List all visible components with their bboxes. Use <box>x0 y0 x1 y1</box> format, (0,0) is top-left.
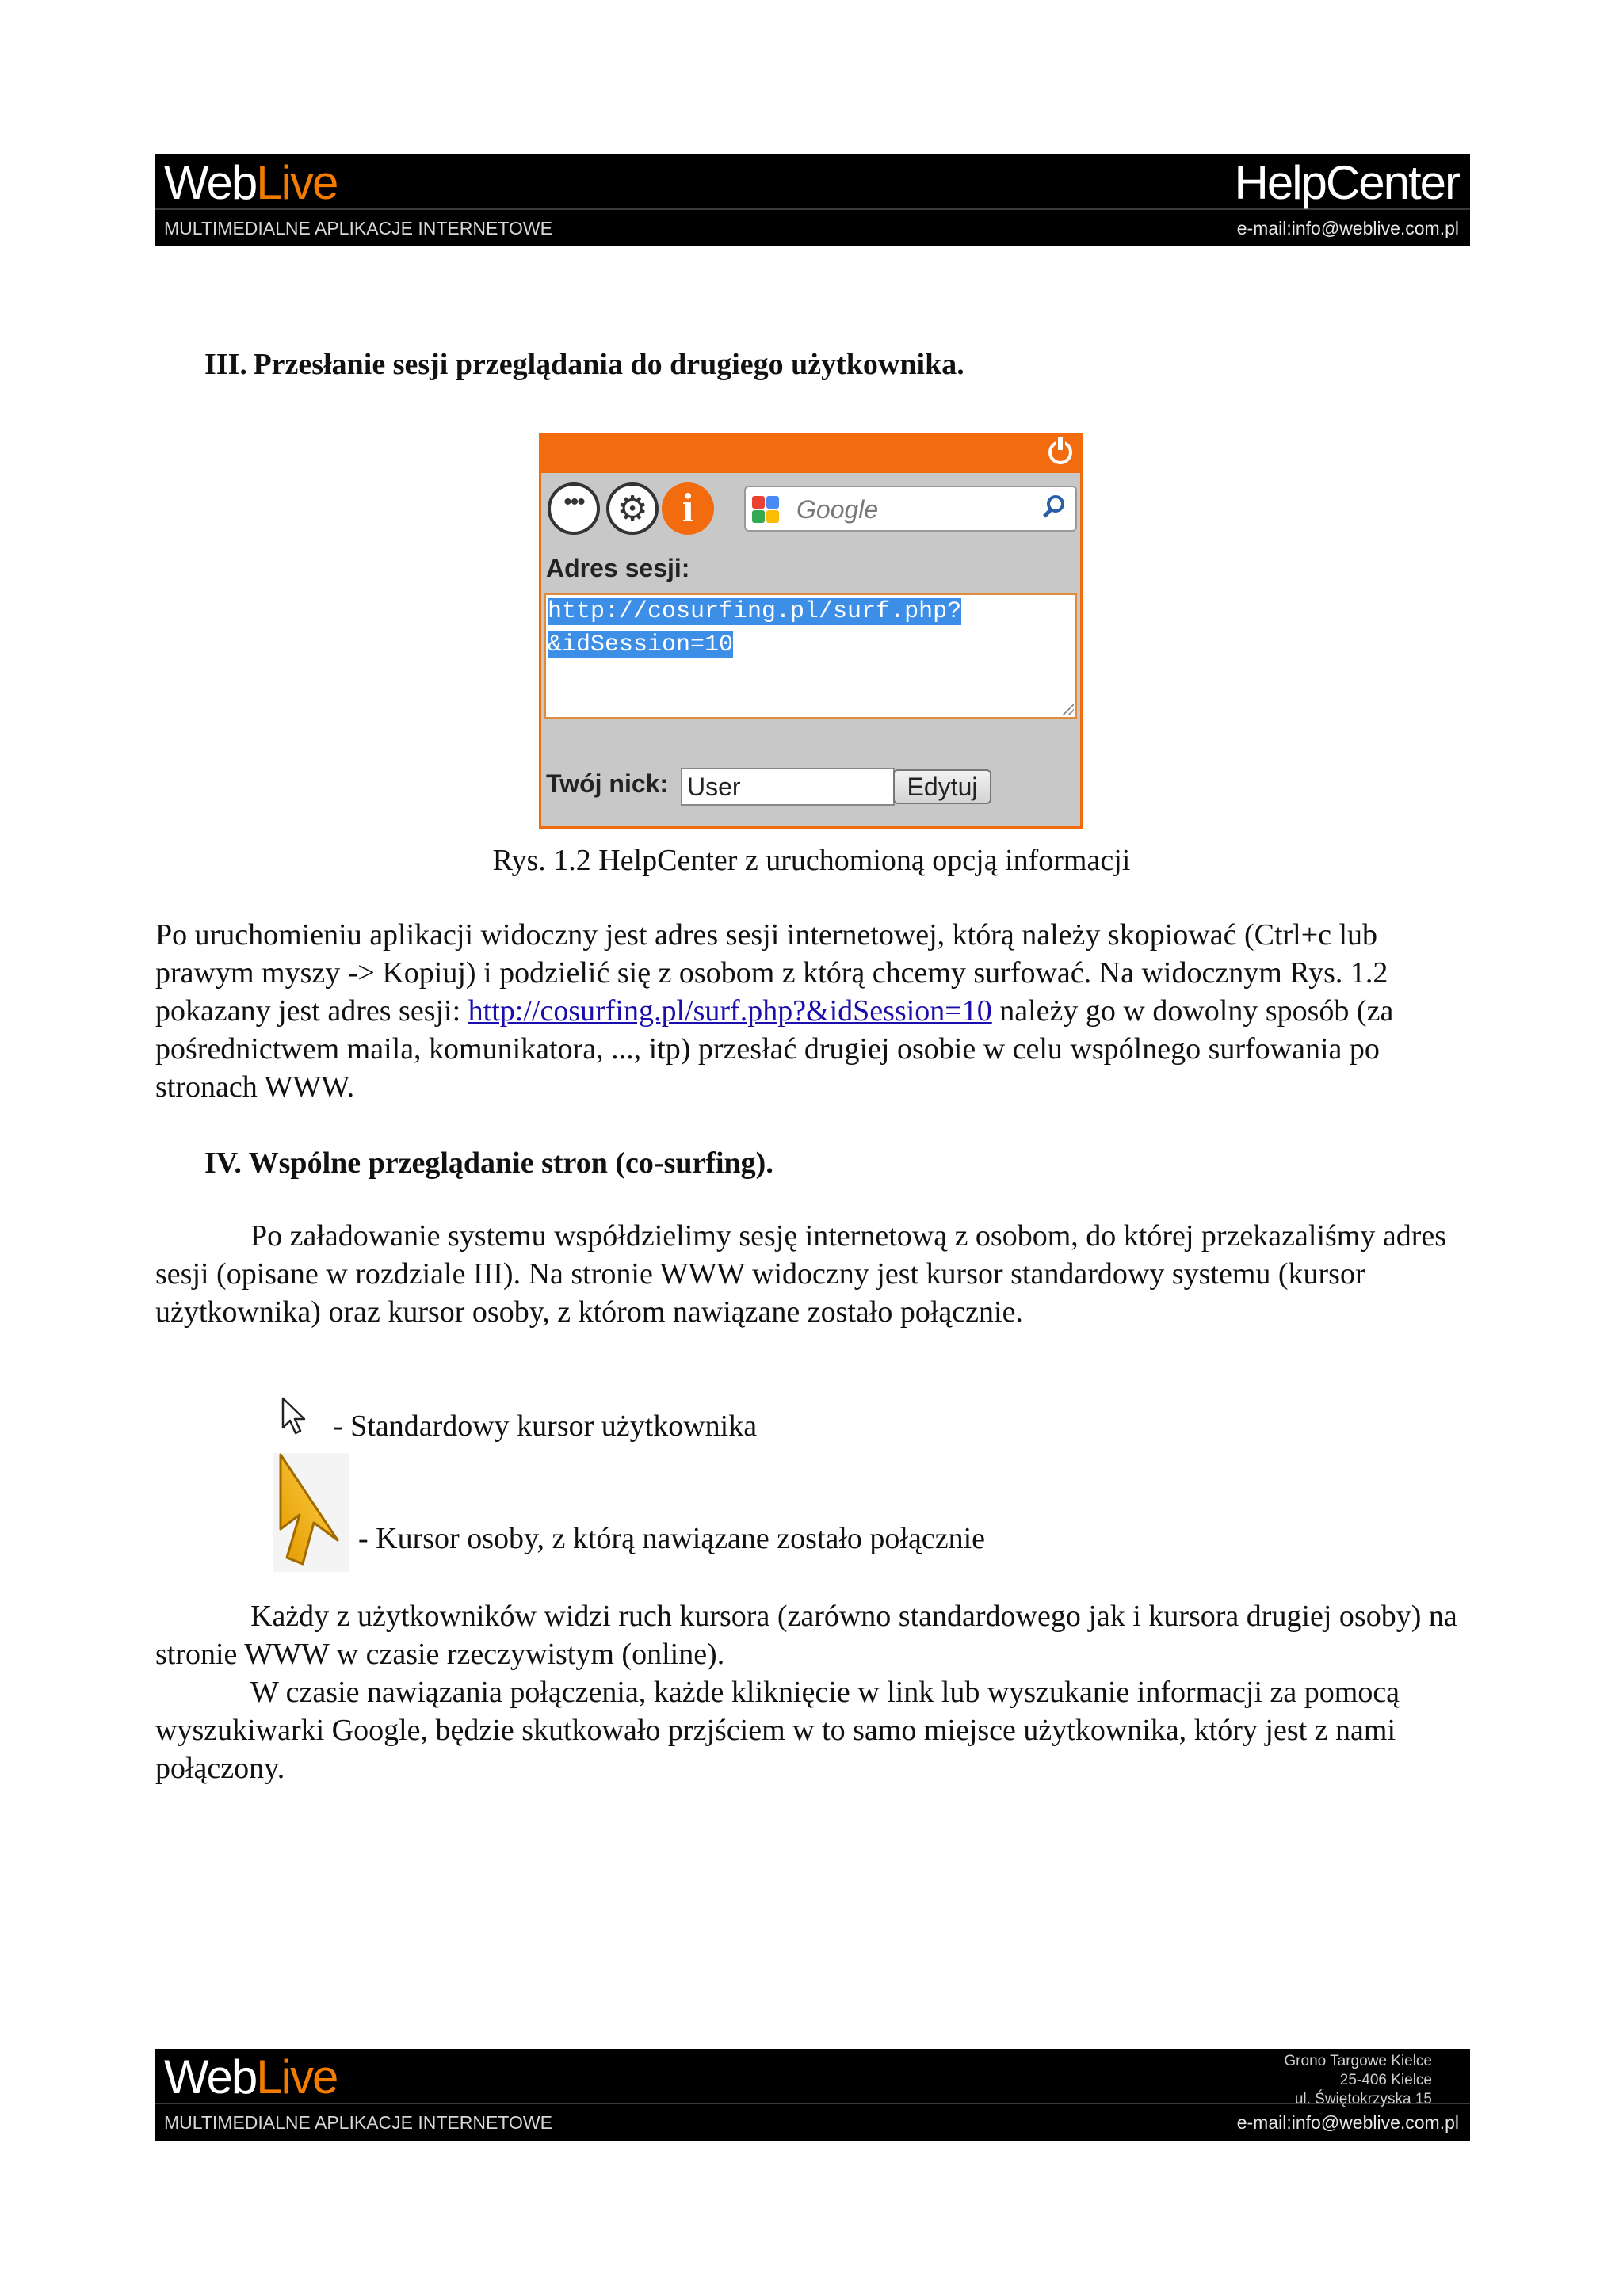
footer-weblive-logo: WebLive <box>164 2050 338 2103</box>
footer-bottom-bar <box>155 2104 1470 2141</box>
header-bottom-bar <box>155 210 1470 246</box>
partner-cursor-label: - Kursor osoby, z którą nawiązane zostało połącznie <box>358 1522 986 1555</box>
info-icon[interactable] <box>662 482 714 535</box>
footer-tagline: MULTIMEDIALNE APLIKACJE INTERNETOWE <box>164 2112 552 2133</box>
standard-cursor-label: - Standardowy kursor użytkownika <box>333 1409 758 1443</box>
power-icon[interactable] <box>1048 441 1072 464</box>
header-email: e-mail:info@weblive.com.pl <box>1236 218 1459 238</box>
section-3-heading: III. Przesłanie sesji przeglądania do drugiego użytkownika. <box>204 348 964 381</box>
paragraph-session-info: Po uruchomieniu aplikacji widoczny jest adres sesji internetowej, którą należy skopiować (Ctrl+c lub prawym myszy -> Kopiuj) i podzielić się z osobom z którą chcemy surfować. Na widocznym Rys. 1.2 pokazany jest adres sesji: http://cosurfing.pl/surf.php?&idSession=10 należy go w dowolny sposób (za pośrednictwem maila, komunikatora, ..., itp) przesłać drugiej osobie w celu wspólnego surfowania po stronach WWW. <box>155 918 1394 1104</box>
settings-icon[interactable] <box>606 482 659 535</box>
chat-icon[interactable] <box>548 482 600 535</box>
footer-banner <box>155 2049 1470 2141</box>
helpcenter-title: HelpCenter <box>1234 156 1459 209</box>
paragraph-cosurfing-intro: Po załadowanie systemu współdzielimy sesję internetową z osobom, do której przekazaliśmy adres sesji (opisane w rozdziale III). Na stronie WWW widoczny jest kursor standardowy systemu (kursor użytkownika) oraz kursor osoby, z którom nawiązane zostało połącznie. <box>155 1219 1447 1329</box>
google-search-box[interactable] <box>744 486 1077 532</box>
paragraph-sync-navigation: W czasie nawiązania połączenia, każde kliknięcie w link lub wyszukanie informacji za pomocą wyszukiwarki Google, będzie skutkowało przjściem w to samo miejsce użytkownika, który jest z nami połączony. <box>155 1676 1400 1785</box>
search-placeholder: Google <box>796 495 879 524</box>
session-address-textarea[interactable]: http://cosurfing.pl/surf.php? &idSession=10 <box>544 593 1077 719</box>
session-link[interactable]: http://cosurfing.pl/surf.php?&idSession=10 <box>468 994 992 1028</box>
figure-caption: Rys. 1.2 HelpCenter z uruchomioną opcją informacji <box>492 844 1131 877</box>
search-icon[interactable] <box>1047 495 1064 513</box>
google-logo-icon <box>752 496 779 523</box>
paragraph-realtime: Każdy z użytkowników widzi ruch kursora (zarówno standardowego jak i kursora drugiej osoby) na stronie WWW w czasie rzeczywistym (online). <box>155 1600 1457 1671</box>
widget-top-bar <box>541 435 1080 473</box>
weblive-logo: WebLive <box>164 156 338 209</box>
edit-nick-button[interactable]: Edytuj <box>893 769 991 804</box>
header-tagline: MULTIMEDIALNE APLIKACJE INTERNETOWE <box>164 218 552 238</box>
helpcenter-widget-screenshot <box>539 433 1083 829</box>
partner-cursor-icon <box>273 1453 349 1572</box>
header-top-bar <box>155 154 1470 210</box>
nick-input[interactable]: User <box>681 768 895 806</box>
footer-top-bar <box>155 2049 1470 2107</box>
resize-grip-icon[interactable] <box>1063 704 1074 715</box>
standard-cursor-icon <box>281 1396 307 1437</box>
section-4-heading: IV. Wspólne przeglądanie stron (co-surfing). <box>204 1146 773 1180</box>
header-banner <box>155 154 1470 246</box>
footer-address: Grono Targowe Kielce 25-406 Kielce ul. Świętokrzyska 15 <box>1284 2053 1432 2107</box>
nick-label: Twój nick: <box>546 769 669 798</box>
session-address-label: Adres sesji: <box>546 554 690 582</box>
footer-email: e-mail:info@weblive.com.pl <box>1236 2112 1459 2133</box>
